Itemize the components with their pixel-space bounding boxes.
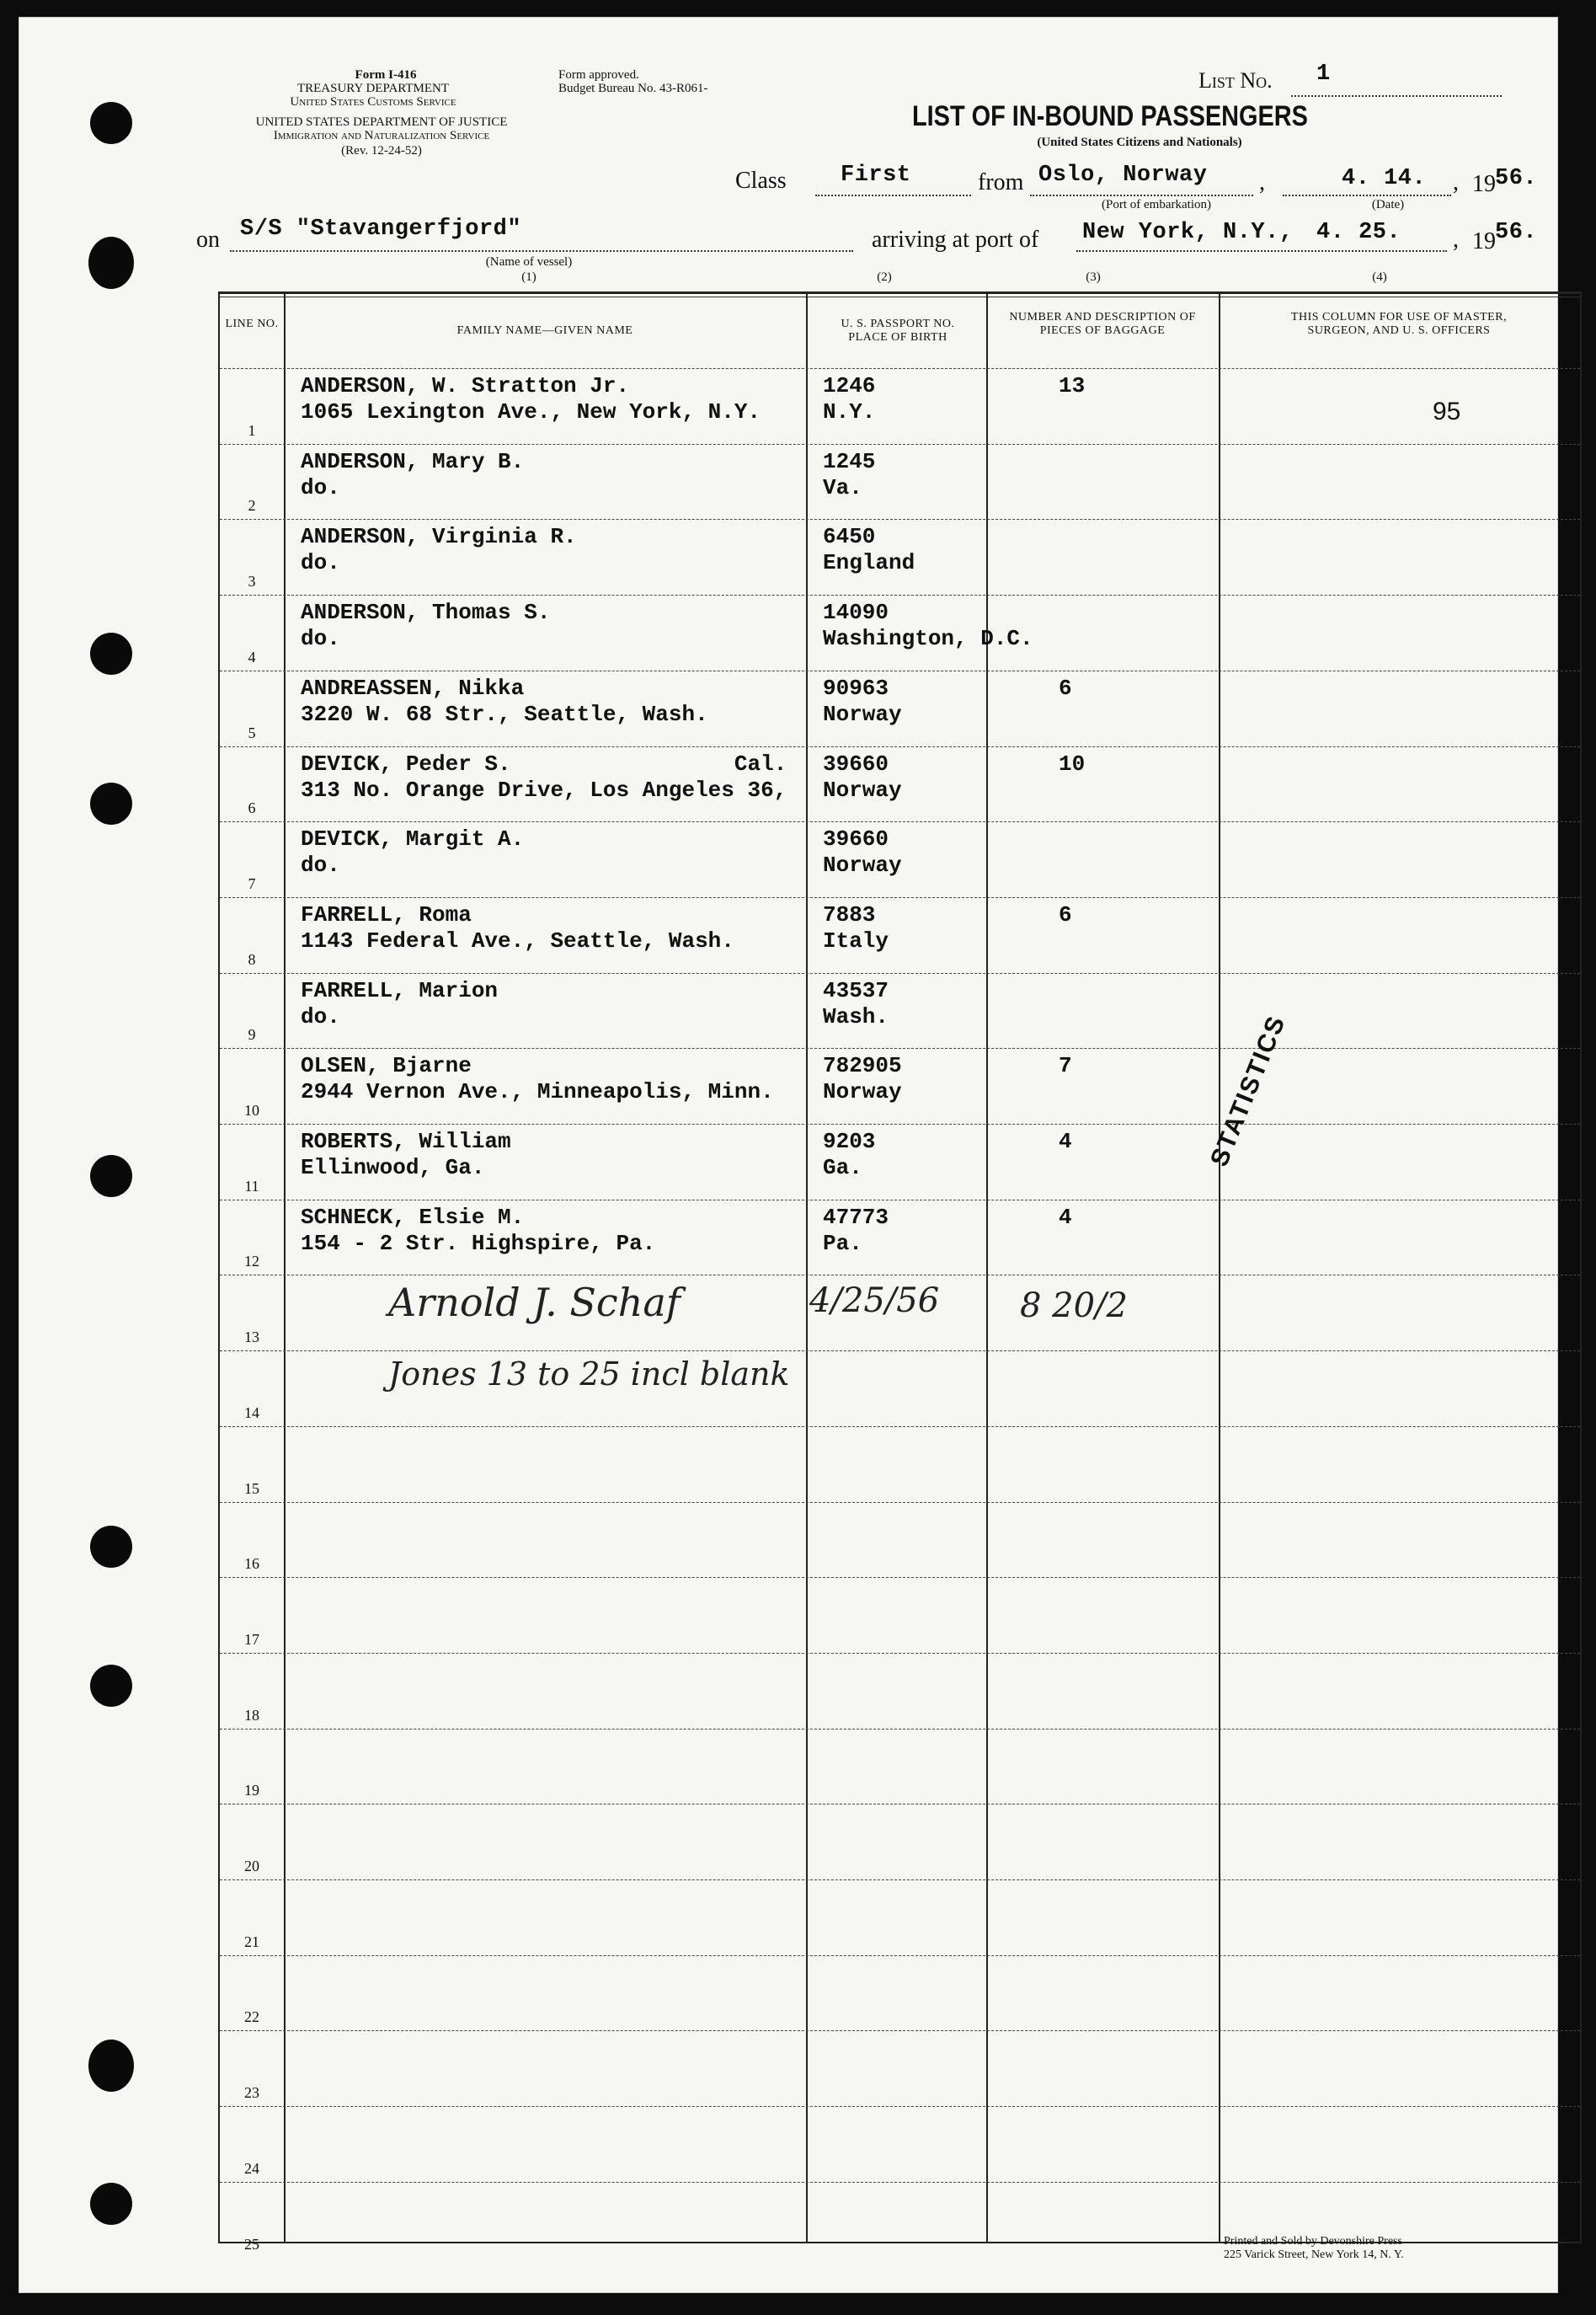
passport-number: 39660: [823, 826, 889, 853]
row-divider: [220, 1426, 1580, 1427]
class-label: Class: [735, 168, 787, 194]
line-number: 13: [244, 1329, 259, 1346]
printer-line-2: 225 Varick Street, New York 14, N. Y.: [1224, 2248, 1404, 2261]
col-header-passport: U. S. PASSPORT NO. PLACE OF BIRTH: [841, 318, 955, 344]
printer-line-1: Printed and Sold by Devonshire Press: [1224, 2235, 1402, 2248]
passport-number: 9203: [823, 1129, 876, 1154]
arrival-date: 4. 25.: [1316, 220, 1401, 245]
statistics-stamp: STATISTICS: [1205, 1011, 1291, 1171]
birthplace: Norway: [823, 777, 902, 803]
address-line: do.: [301, 474, 340, 500]
row-divider: [220, 746, 1580, 747]
col2-number: (2): [877, 270, 892, 284]
row-divider: [220, 368, 1580, 369]
row-divider: [220, 1502, 1580, 1503]
line-number: 7: [248, 874, 256, 892]
name-line: DEVICK, Margit A.: [301, 826, 525, 853]
row-divider: [220, 1048, 1580, 1049]
row-divider: [220, 1729, 1580, 1730]
line-number: 21: [244, 1933, 259, 1950]
name-line: OLSEN, Bjarne: [301, 1053, 472, 1079]
line-number: 1: [248, 421, 256, 439]
punch-hole: [88, 2040, 134, 2092]
embarkation-port: Oslo, Norway: [1038, 163, 1208, 188]
name-line: ANDERSON, Virginia R.: [301, 524, 577, 550]
name-line: ANDERSON, W. Stratton Jr.: [301, 373, 630, 398]
document-page: Form I-416 TREASURY DEPARTMENT United States Customs Service UNITED STATES DEPARTMENT OF JUSTICE Immigration and Naturalization Service (Rev. 12-24-52) Form approved. Budget Bureau No. 43-R061- List No. 1 LIST OF IN-BOUND PASSENGERS (United States Citizens and Nationals) Class First from Oslo, Norway (Port of embarkation) , 4. 14. (Date) , 19 56. on S/S "Stavangerfjord" (Name of vessel) (1) arriving at port of New York, N.Y., 4. 25. , 19 56. (2) (3) (4) LINE NO. FAMILY NAME—GIVEN NAME U. S. PASSPORT NO. PLACE OF BIRTH NUMBER AND DESCRIPTION OF PIECES OF BAGGAGE THIS COLUMN FOR USE OF MASTER, SURGEON, AND U. S. OFFICERS 1 ANDERSON, W. Stratton Jr. 1065 Lexington Ave., New York, N.Y. 1246 N.Y. 13 95 2 ANDERSON, Mary B. do. 1245 Va. 3 ANDERSON, Virginia R. do. 6450 England 4 ANDERSON, Thomas S. do. 14090 Washington, D.C. 5 ANDREASSEN, Nikka 3220 W. 68 Str., Seattle, Wash. 90963 Norway 6 6 DEVICK, Peder S. Cal. 313 No. Orange Drive, Los Angeles 36, 39660 Norway 10 7 DEVICK, Margit A. do. 39660 Norway 8 FARRELL, Roma 1143 Federal Ave., Seattle, Wash. 7883 Italy 6 9 FARRELL, Marion do. 43537 Wash. 10 OLSEN, Bjarne 2944 Vernon Ave., Minneapolis, Minn. 782905 Norway 7 11 ROBERTS, William Ellinwood, Ga. 9203 Ga. 4 12 SCHNECK, Elsie M. 154 - 2 Str. Highspire, Pa. 47773 Pa. 4 13 14 15 16 17 18 19 20 21 22 23 24 25 STATISTICS Arnold J. Schaf 4/25/56 8 20/2 Jones 13 to 25 incl blank Printed and Sold by Devonshire Press 225 Varick Street, New York 14, N. Y.: [19, 17, 1558, 2293]
row-divider: [220, 973, 1580, 974]
name-line: ANDREASSEN, Nikka: [301, 675, 525, 701]
passport-number: 43537: [823, 977, 889, 1003]
row-divider: [220, 595, 1580, 596]
punch-hole: [90, 102, 132, 144]
page-title: LIST OF IN-BOUND PASSENGERS: [912, 100, 1308, 132]
line-number: 15: [244, 1479, 259, 1497]
birthplace: Pa.: [823, 1230, 862, 1256]
birthplace: Ga.: [823, 1155, 862, 1180]
punch-hole: [90, 1665, 132, 1707]
address-line: do.: [301, 1003, 340, 1029]
arrival-port: New York, N.Y.,: [1082, 220, 1294, 245]
line-number: 20: [244, 1858, 259, 1874]
row-divider: [220, 519, 1580, 520]
line-number: 17: [244, 1630, 259, 1648]
form-number: Form I-416: [355, 68, 417, 82]
birthplace: Norway: [823, 701, 902, 727]
punch-hole: [90, 1526, 132, 1568]
line-number: 22: [244, 2008, 259, 2026]
passport-number: 90963: [823, 675, 889, 701]
vessel-name: S/S "Stavangerfjord": [240, 217, 522, 242]
line-number: 25: [244, 2235, 259, 2253]
birthplace: N.Y.: [823, 399, 876, 425]
row-divider: [220, 1653, 1580, 1654]
line-number: 18: [244, 1706, 259, 1724]
birthplace: Wash.: [823, 1003, 889, 1029]
row-divider: [220, 1350, 1580, 1351]
line-number: 2: [248, 497, 256, 515]
list-number-value: 1: [1316, 61, 1331, 87]
birthplace: Norway: [823, 1079, 902, 1105]
line-number: 10: [244, 1102, 259, 1119]
address-line: 3220 W. 68 Str., Seattle, Wash.: [301, 701, 708, 727]
name-line: ANDERSON, Mary B.: [301, 448, 525, 474]
row-divider: [220, 1124, 1580, 1125]
line-number: 8: [248, 950, 256, 968]
line-number: 11: [244, 1177, 259, 1195]
passport-number: 1245: [823, 448, 876, 474]
col-header-line: LINE NO.: [225, 318, 279, 330]
row-divider: [220, 2106, 1580, 2107]
passport-number: 7883: [823, 901, 876, 928]
name-line: SCHNECK, Elsie M.: [301, 1204, 525, 1230]
row-divider: [220, 444, 1580, 445]
address-line: Ellinwood, Ga.: [301, 1155, 485, 1180]
row-divider: [220, 821, 1580, 822]
handwritten-signature: Arnold J. Schaf: [388, 1280, 681, 1325]
date-caption: (Date): [1371, 198, 1405, 211]
arrival-year-prefix: 19: [1472, 228, 1496, 254]
line-number: 3: [248, 573, 256, 591]
col-header-officers: THIS COLUMN FOR USE OF MASTER, SURGEON, AND U. S. OFFICERS: [1290, 311, 1508, 337]
birthplace: Va.: [823, 474, 862, 500]
birthplace: Italy: [823, 928, 889, 954]
baggage-count: 4: [1059, 1204, 1072, 1230]
birthplace: England: [823, 550, 915, 576]
baggage-count: 6: [1059, 675, 1072, 701]
departure-year: 56.: [1495, 166, 1538, 191]
address-line: 313 No. Orange Drive, Los Angeles 36,: [301, 777, 787, 803]
address-line: 1143 Federal Ave., Seattle, Wash.: [301, 928, 734, 954]
col4-number: (4): [1372, 270, 1387, 284]
address-line: 1065 Lexington Ave., New York, N.Y.: [301, 399, 761, 425]
punch-hole: [90, 783, 132, 825]
handwritten-date: 4/25/56: [809, 1281, 940, 1320]
departure-year-prefix: 19: [1472, 171, 1496, 197]
name-line: ROBERTS, William: [301, 1129, 511, 1154]
address-line: do.: [301, 626, 340, 652]
passport-number: 47773: [823, 1204, 889, 1230]
punch-hole: [88, 237, 134, 289]
ins-service: Immigration and Naturalization Service: [273, 129, 490, 142]
row-divider: [220, 897, 1580, 898]
justice-dept: UNITED STATES DEPARTMENT OF JUSTICE: [255, 115, 508, 129]
list-number-label: List No.: [1198, 68, 1273, 93]
baggage-count: 6: [1059, 901, 1072, 928]
name-line: DEVICK, Peder S. Cal.: [301, 751, 787, 777]
handwritten-note: Jones 13 to 25 incl blank: [388, 1355, 790, 1393]
arrival-year: 56.: [1495, 220, 1538, 245]
passenger-table: [218, 291, 1582, 2253]
customs-service: United States Customs Service: [290, 95, 456, 109]
address-line: 2944 Vernon Ave., Minneapolis, Minn.: [301, 1079, 774, 1105]
page-subtitle: (United States Citizens and Nationals): [1037, 136, 1242, 149]
vessel-column-number: (1): [521, 270, 536, 284]
passport-number: 14090: [823, 600, 889, 626]
row-divider: [220, 1879, 1580, 1880]
passport-number: 6450: [823, 524, 876, 550]
col-header-name: FAMILY NAME—GIVEN NAME: [456, 324, 633, 337]
line-number: 19: [244, 1782, 259, 1799]
baggage-count: 7: [1059, 1053, 1072, 1079]
line-number: 12: [244, 1253, 259, 1270]
name-line: ANDERSON, Thomas S.: [301, 600, 551, 626]
baggage-count: 4: [1059, 1129, 1072, 1154]
row-divider: [220, 2030, 1580, 2031]
line-number: 6: [248, 799, 256, 817]
line-number: 16: [244, 1555, 259, 1573]
line-number: 9: [248, 1026, 256, 1044]
on-label: on: [196, 227, 220, 253]
arriving-label: arriving at port of: [872, 227, 1039, 253]
vessel-caption: (Name of vessel): [485, 255, 573, 269]
line-number: 23: [244, 2084, 259, 2102]
revision-date: (Rev. 12-24-52): [341, 144, 422, 158]
name-line: FARRELL, Roma: [301, 901, 472, 928]
address-line: do.: [301, 550, 340, 576]
row-divider: [220, 1577, 1580, 1578]
officer-note: 95: [1433, 398, 1461, 425]
col3-number: (3): [1086, 270, 1101, 284]
passport-number: 782905: [823, 1053, 902, 1079]
birthplace: Norway: [823, 853, 902, 879]
address-line: do.: [301, 853, 340, 879]
birthplace: Washington, D.C.: [823, 626, 1033, 652]
line-number: 24: [244, 2159, 259, 2177]
passport-number: 1246: [823, 373, 876, 398]
punch-hole: [90, 2183, 132, 2225]
line-number: 4: [248, 648, 256, 666]
class-value: First: [841, 163, 911, 188]
treasury-dept: TREASURY DEPARTMENT: [296, 82, 450, 95]
col-header-baggage: NUMBER AND DESCRIPTION OF PIECES OF BAGGAGE: [1009, 311, 1196, 337]
baggage-count: 13: [1059, 373, 1086, 398]
name-line: FARRELL, Marion: [301, 977, 499, 1003]
handwritten-count: 8 20/2: [1020, 1286, 1128, 1325]
embarkation-caption: (Port of embarkation): [1102, 198, 1211, 211]
row-divider: [220, 2182, 1580, 2183]
row-divider: [220, 1955, 1580, 1956]
from-label: from: [978, 169, 1024, 195]
passport-number: 39660: [823, 751, 889, 777]
budget-bureau: Budget Bureau No. 43-R061-: [558, 82, 708, 95]
departure-date: 4. 14.: [1342, 166, 1427, 191]
form-approved: Form approved.: [558, 68, 639, 82]
address-line: 154 - 2 Str. Highspire, Pa.: [301, 1230, 656, 1256]
baggage-count: 10: [1059, 751, 1086, 777]
punch-hole: [90, 1155, 132, 1197]
line-number: 5: [248, 724, 256, 741]
line-number: 14: [244, 1403, 259, 1421]
punch-hole: [90, 633, 132, 675]
